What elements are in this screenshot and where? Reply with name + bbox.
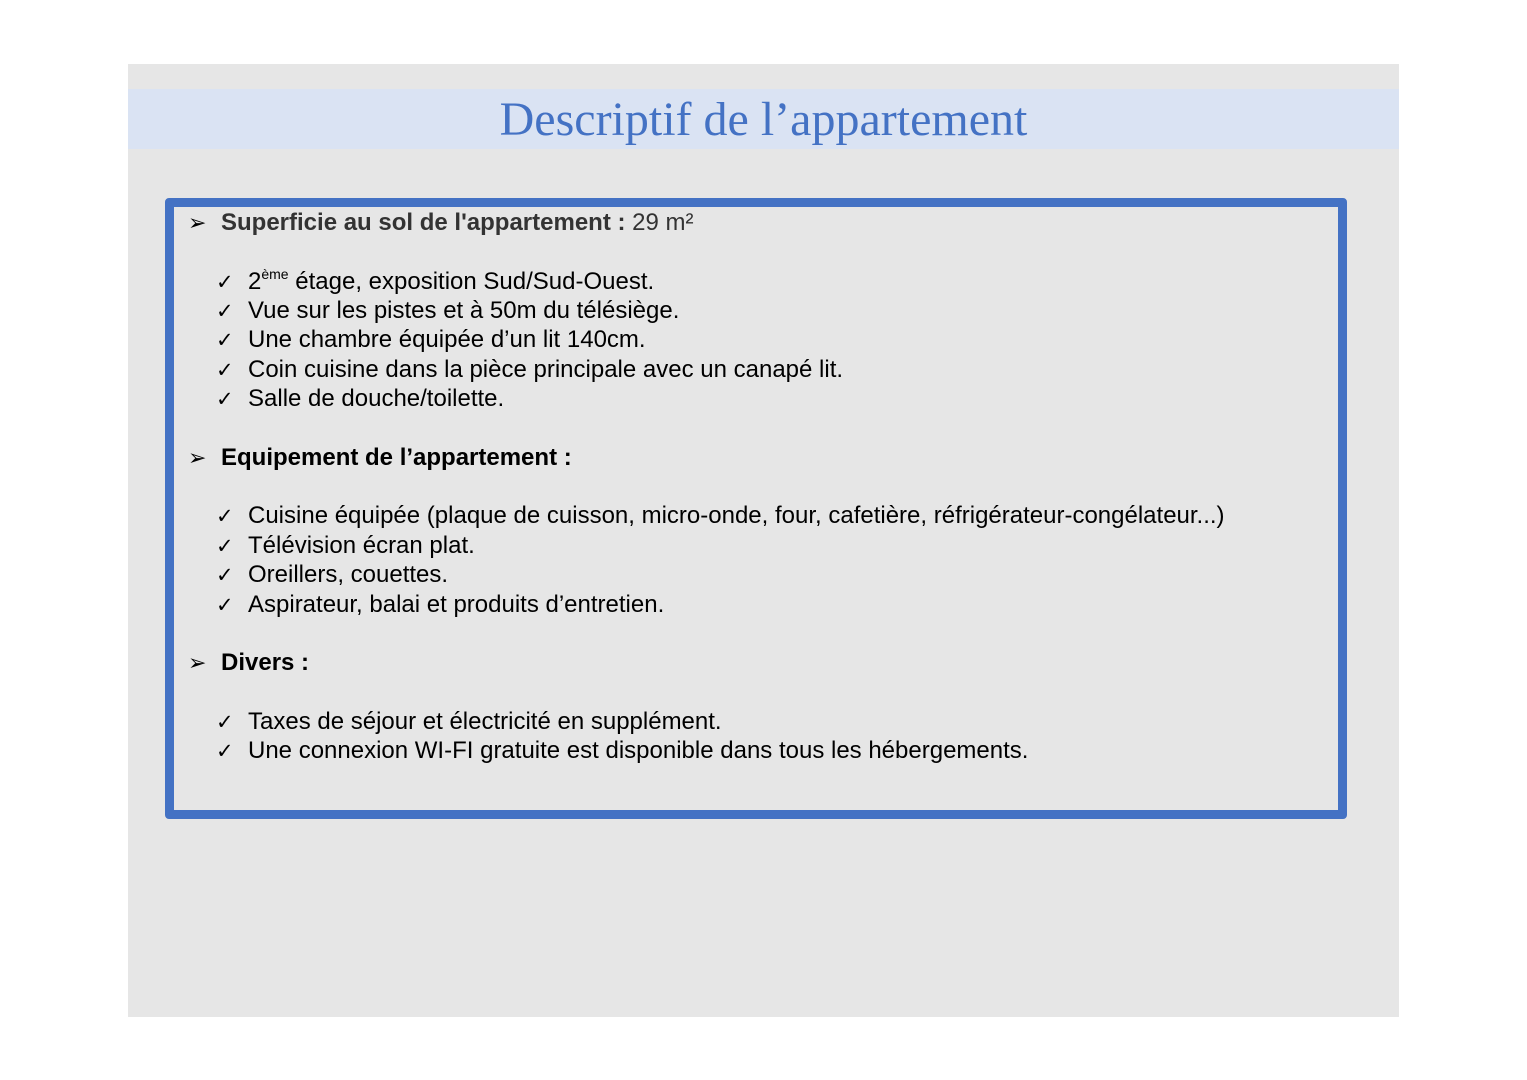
item-text: Aspirateur, balai et produits d’entretien. (248, 591, 665, 618)
checkmark-icon: ✓ (216, 534, 234, 558)
arrowhead-bullet-icon: ➢ (188, 650, 207, 675)
item-text: Taxes de séjour et électricité en supplément. (248, 708, 722, 735)
section-heading-label: Equipement de l’appartement : (221, 444, 572, 471)
page-title: Descriptif de l’appartement (499, 93, 1028, 146)
checkmark-icon: ✓ (216, 504, 234, 528)
list-item (216, 736, 1028, 766)
section-heading-equipement (188, 443, 572, 473)
checkmark-icon: ✓ (216, 387, 234, 411)
item-text: Vue sur les pistes et à 50m du télésiège. (248, 297, 680, 324)
list-item (216, 531, 475, 561)
checkmark-icon: ✓ (216, 299, 234, 323)
list-item (216, 707, 722, 737)
list-item (216, 501, 1225, 531)
arrowhead-bullet-icon: ➢ (188, 445, 207, 470)
item-text: Une connexion WI-FI gratuite est disponible dans tous les hébergements. (248, 737, 1029, 764)
checkmark-icon: ✓ (216, 563, 234, 587)
item-text: Salle de douche/toilette. (248, 385, 505, 412)
list-item (216, 590, 664, 620)
item-superscript: ème (261, 266, 289, 282)
list-item (216, 267, 654, 297)
section-heading-value: 29 m² (632, 209, 694, 236)
arrowhead-bullet-icon: ➢ (188, 210, 207, 235)
item-text: Une chambre équipée d’un lit 140cm. (248, 326, 646, 353)
checkmark-icon: ✓ (216, 358, 234, 382)
checkmark-icon: ✓ (216, 593, 234, 617)
item-text: Cuisine équipée (plaque de cuisson, micro-onde, four, cafetière, réfrigérateur-congélateur...) (248, 502, 1225, 529)
list-item (216, 296, 679, 326)
checkmark-icon: ✓ (216, 270, 234, 294)
item-text: étage, exposition Sud/Sud-Ouest. (288, 268, 655, 295)
section-heading-label: Divers : (221, 649, 310, 676)
list-item (216, 384, 504, 414)
item-number: 2 (248, 268, 262, 295)
item-text: Télévision écran plat. (248, 532, 475, 559)
checkmark-icon: ✓ (216, 328, 234, 352)
list-item (216, 325, 646, 355)
checkmark-icon: ✓ (216, 739, 234, 763)
list-item (216, 355, 843, 385)
item-text: Coin cuisine dans la pièce principale avec un canapé lit. (248, 356, 844, 383)
checkmark-icon: ✓ (216, 710, 234, 734)
list-item (216, 560, 448, 590)
section-heading-label: Superficie au sol de l'appartement : (221, 209, 626, 236)
item-text: Oreillers, couettes. (248, 561, 449, 588)
section-heading-divers (188, 648, 309, 678)
section-heading-superficie (188, 208, 694, 238)
